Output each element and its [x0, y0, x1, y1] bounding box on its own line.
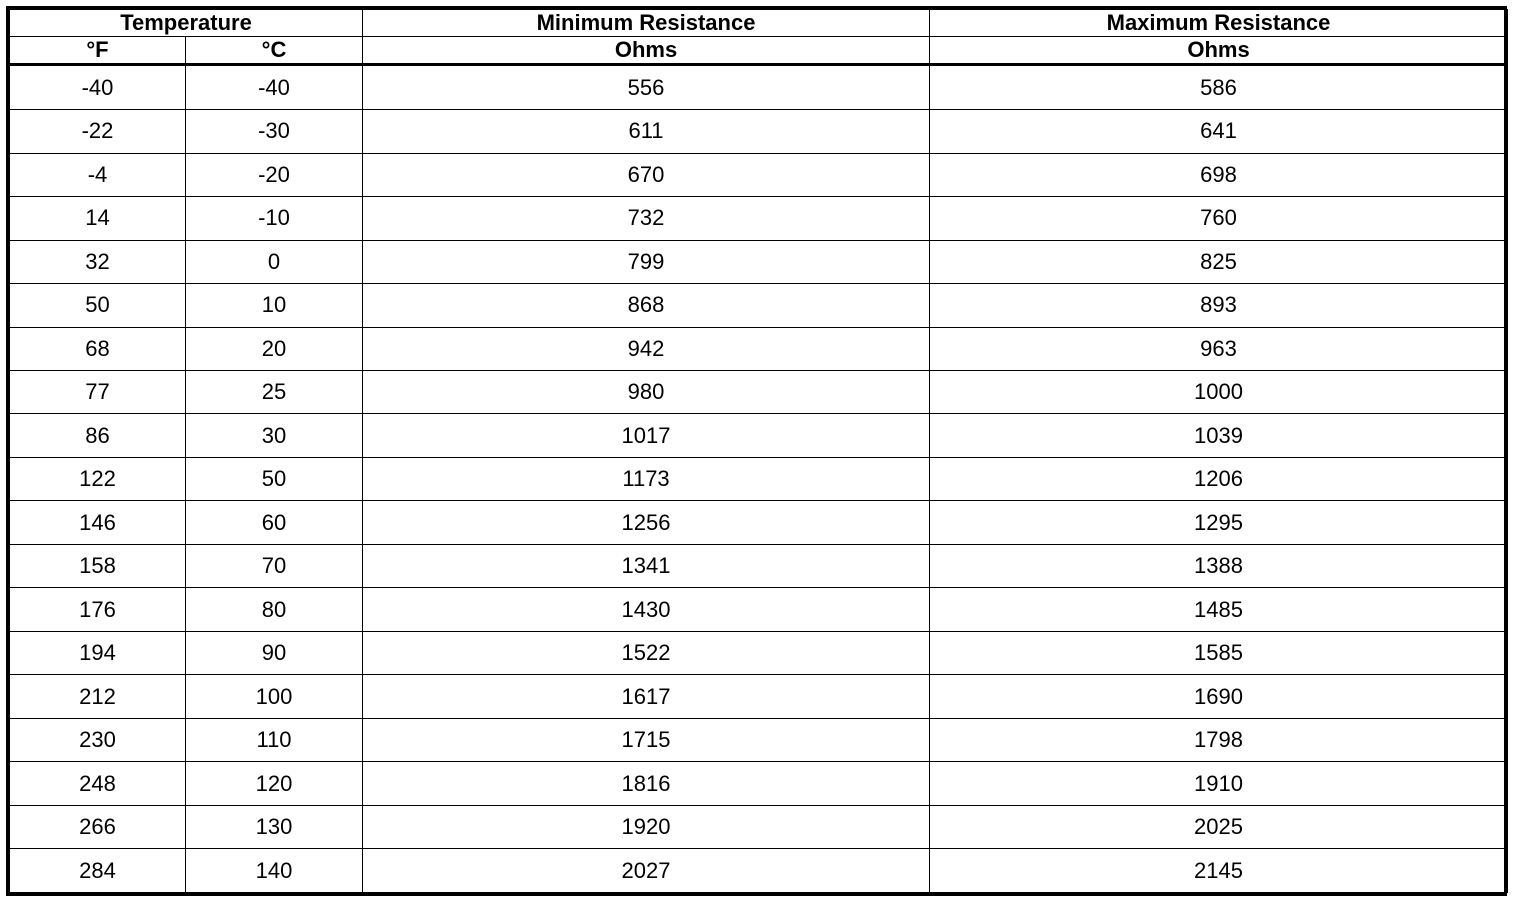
table-row [10, 414, 1508, 457]
header-row-units [10, 37, 1508, 65]
cell-min-ohms: 868 [363, 284, 930, 327]
cell-min-ohms: 1341 [363, 544, 930, 587]
cell-deg-f: 32 [10, 240, 186, 283]
header-min-unit: Ohms [363, 37, 930, 65]
table-row [10, 153, 1508, 196]
cell-min-ohms: 942 [363, 327, 930, 370]
table-row [10, 544, 1508, 587]
cell-min-ohms: 1816 [363, 762, 930, 805]
cell-max-ohms: 2025 [930, 805, 1508, 848]
cell-deg-c: 0 [186, 240, 363, 283]
cell-max-ohms: 825 [930, 240, 1508, 283]
cell-min-ohms: 611 [363, 110, 930, 153]
header-deg-f: °F [10, 37, 186, 65]
cell-min-ohms: 1173 [363, 457, 930, 500]
cell-deg-c: 100 [186, 675, 363, 718]
cell-deg-f: 176 [10, 588, 186, 631]
cell-min-ohms: 1017 [363, 414, 930, 457]
cell-deg-c: 110 [186, 718, 363, 761]
table-row [10, 675, 1508, 718]
cell-deg-f: 50 [10, 284, 186, 327]
cell-deg-c: 90 [186, 631, 363, 674]
cell-deg-f: -4 [10, 153, 186, 196]
table-row [10, 284, 1508, 327]
cell-max-ohms: 1485 [930, 588, 1508, 631]
cell-max-ohms: 963 [930, 327, 1508, 370]
cell-max-ohms: 760 [930, 197, 1508, 240]
cell-deg-c: 60 [186, 501, 363, 544]
cell-min-ohms: 1617 [363, 675, 930, 718]
cell-max-ohms: 1388 [930, 544, 1508, 587]
cell-deg-f: 14 [10, 197, 186, 240]
cell-deg-c: -40 [186, 65, 363, 110]
cell-max-ohms: 698 [930, 153, 1508, 196]
cell-deg-c: 120 [186, 762, 363, 805]
table-row [10, 805, 1508, 848]
table-row [10, 240, 1508, 283]
cell-max-ohms: 1910 [930, 762, 1508, 805]
cell-min-ohms: 556 [363, 65, 930, 110]
resistance-table-frame [6, 6, 1507, 896]
header-row-top [10, 10, 1508, 37]
cell-deg-c: 130 [186, 805, 363, 848]
cell-deg-c: 50 [186, 457, 363, 500]
cell-deg-f: 68 [10, 327, 186, 370]
header-max-unit: Ohms [930, 37, 1508, 65]
cell-deg-f: 122 [10, 457, 186, 500]
cell-max-ohms: 1690 [930, 675, 1508, 718]
cell-max-ohms: 586 [930, 65, 1508, 110]
table-row [10, 501, 1508, 544]
table-row [10, 718, 1508, 761]
cell-deg-f: 212 [10, 675, 186, 718]
header-temperature: Temperature [10, 10, 363, 37]
table-body [10, 65, 1508, 893]
cell-deg-c: 80 [186, 588, 363, 631]
cell-deg-c: 70 [186, 544, 363, 587]
table-row [10, 327, 1508, 370]
cell-max-ohms: 1206 [930, 457, 1508, 500]
cell-max-ohms: 1039 [930, 414, 1508, 457]
temperature-resistance-table [9, 9, 1508, 893]
header-max-resistance: Maximum Resistance [930, 10, 1508, 37]
cell-deg-f: 248 [10, 762, 186, 805]
cell-min-ohms: 1522 [363, 631, 930, 674]
table-row [10, 849, 1508, 893]
cell-min-ohms: 2027 [363, 849, 930, 893]
cell-deg-f: 284 [10, 849, 186, 893]
table-row [10, 371, 1508, 414]
table-row [10, 457, 1508, 500]
table-row [10, 110, 1508, 153]
cell-deg-c: 20 [186, 327, 363, 370]
cell-max-ohms: 1295 [930, 501, 1508, 544]
cell-max-ohms: 1585 [930, 631, 1508, 674]
cell-min-ohms: 670 [363, 153, 930, 196]
cell-min-ohms: 1256 [363, 501, 930, 544]
cell-max-ohms: 1798 [930, 718, 1508, 761]
cell-min-ohms: 799 [363, 240, 930, 283]
cell-deg-c: 140 [186, 849, 363, 893]
header-deg-c: °C [186, 37, 363, 65]
cell-deg-c: 30 [186, 414, 363, 457]
cell-deg-f: -40 [10, 65, 186, 110]
cell-deg-c: 25 [186, 371, 363, 414]
table-row [10, 631, 1508, 674]
cell-deg-f: 266 [10, 805, 186, 848]
cell-min-ohms: 1920 [363, 805, 930, 848]
cell-max-ohms: 1000 [930, 371, 1508, 414]
cell-max-ohms: 2145 [930, 849, 1508, 893]
cell-min-ohms: 732 [363, 197, 930, 240]
cell-max-ohms: 893 [930, 284, 1508, 327]
table-row [10, 65, 1508, 110]
cell-deg-f: 230 [10, 718, 186, 761]
cell-deg-f: 158 [10, 544, 186, 587]
cell-deg-f: -22 [10, 110, 186, 153]
cell-min-ohms: 1430 [363, 588, 930, 631]
cell-deg-f: 194 [10, 631, 186, 674]
cell-deg-c: -20 [186, 153, 363, 196]
cell-deg-f: 77 [10, 371, 186, 414]
table-row [10, 762, 1508, 805]
cell-min-ohms: 980 [363, 371, 930, 414]
cell-deg-c: -30 [186, 110, 363, 153]
cell-deg-f: 86 [10, 414, 186, 457]
cell-deg-c: 10 [186, 284, 363, 327]
cell-max-ohms: 641 [930, 110, 1508, 153]
cell-deg-f: 146 [10, 501, 186, 544]
table-row [10, 588, 1508, 631]
header-min-resistance: Minimum Resistance [363, 10, 930, 37]
table-row [10, 197, 1508, 240]
cell-min-ohms: 1715 [363, 718, 930, 761]
cell-deg-c: -10 [186, 197, 363, 240]
